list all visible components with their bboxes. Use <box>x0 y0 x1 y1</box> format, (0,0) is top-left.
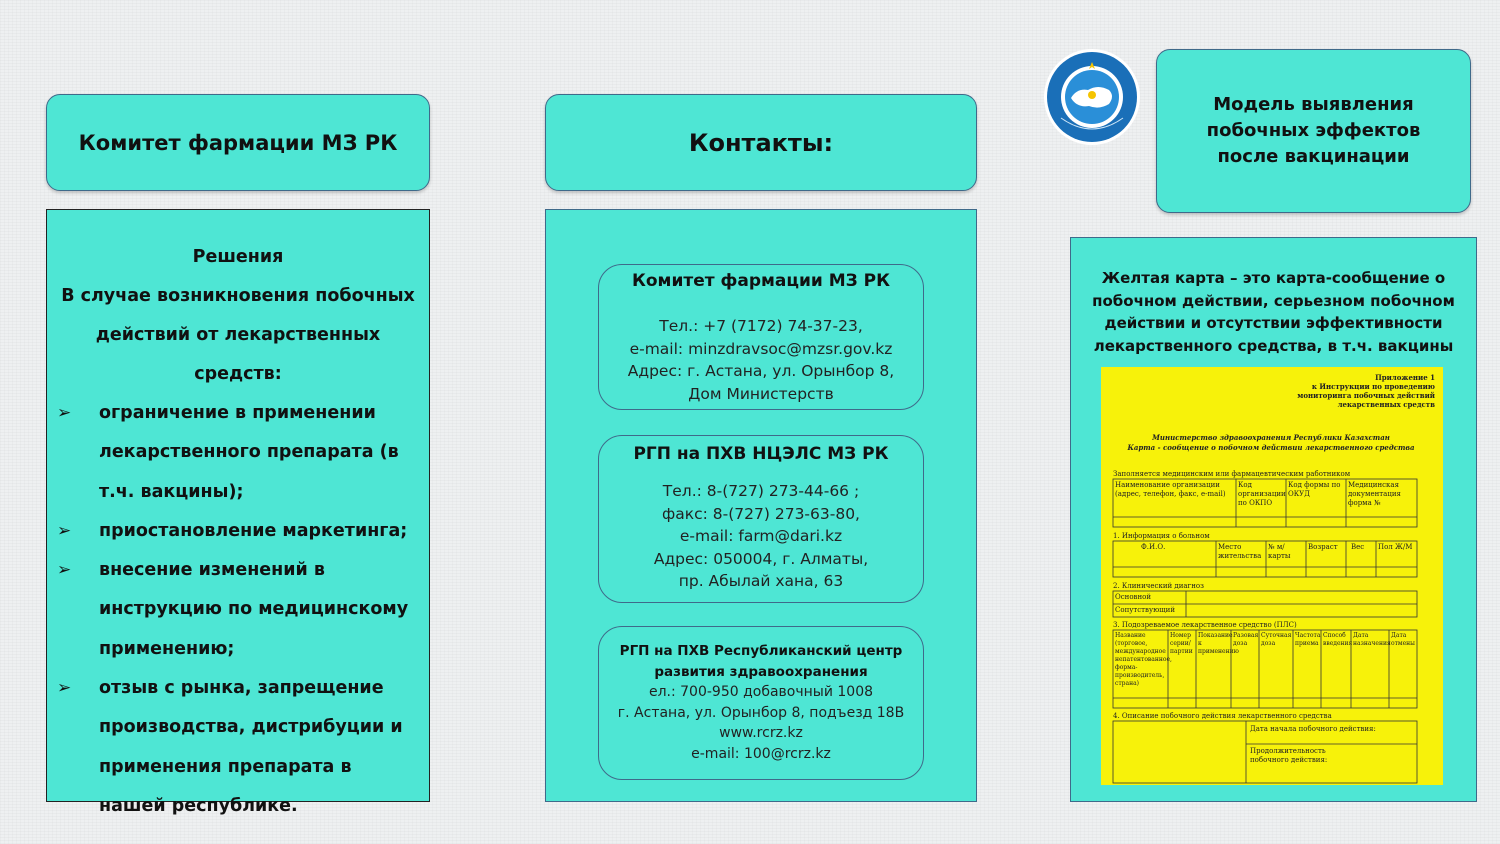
list-item: ➢ приостановление маркетинга; <box>47 512 429 551</box>
form-org-col: Наименование организации (адрес, телефон, факс, e-mail) <box>1115 481 1226 498</box>
yellow-card-description: Желтая карта – это карта-сообщение о побочном действии, серьезном побочном действии и отсутствии эффективности лекарственного средства, в т.ч. вакцины <box>1092 269 1455 355</box>
contact-address: Адрес: г. Астана, ул. Орынбор 8, <box>627 362 895 380</box>
form-card-title: Карта - сообщение о побочном действии лекарственного средства <box>1127 443 1415 452</box>
model-header <box>1156 49 1471 213</box>
list-item: ➢ внесение изменений в инструкцию по медицинскому применению; <box>47 551 429 669</box>
contact-email: e-mail: minzdravsoc@mzsr.gov.kz <box>629 339 893 358</box>
contact-title: РГП на ПХВ Республиканский центр развития здравоохранения <box>619 643 903 680</box>
form-patient-col: Пол Ж/М <box>1378 543 1413 551</box>
form-diagnosis-row: Основной <box>1115 593 1152 601</box>
contact-address-line2: пр. Абылай хана, 63 <box>678 572 844 590</box>
appendix-line: Приложение 1 <box>1375 373 1435 382</box>
contact-card-ncels <box>598 435 924 603</box>
contacts-header-title: Контакты: <box>688 128 834 157</box>
arrow-bullet-icon: ➢ <box>57 678 72 699</box>
contact-title: Комитет фармации МЗ РК <box>631 271 891 291</box>
committee-header-title: Комитет фармации МЗ РК <box>78 130 398 155</box>
form-drug-col: Способ введения <box>1323 632 1353 647</box>
form-ministry: Министерство здравоохранения Республики Казахстан <box>1152 433 1390 442</box>
contact-address: г. Астана, ул. Орынбор 8, подъезд 18В <box>617 704 905 721</box>
list-item: ➢ ограничение в применении лекарственного препарата (в т.ч. вакцины); <box>47 394 429 512</box>
contact-title: РГП на ПХВ НЦЭЛС МЗ РК <box>633 444 889 464</box>
form-drug-col: Название (торговое, международное непатентованное, форма-производитель, страна) <box>1115 632 1172 687</box>
contact-website: www.rcrz.kz <box>719 725 803 741</box>
form-patient-label: 1. Информация о больном <box>1113 532 1210 540</box>
form-drug-col: Суточная доза <box>1261 632 1292 647</box>
form-drug-col: Дата назначения <box>1353 632 1391 647</box>
form-org-col: Медицинская документация форма № <box>1348 481 1401 507</box>
decisions-intro: В случае возникновения побочных действий от лекарственных средств: <box>61 286 415 384</box>
decisions-panel <box>46 209 430 816</box>
decisions-title: Решения <box>192 247 284 267</box>
form-drug-col: Номер серии/партии <box>1170 632 1193 655</box>
form-grid <box>1101 367 1443 785</box>
contact-phone: Тел.: +7 (7172) 74-37-23, <box>659 317 863 335</box>
arrow-bullet-icon: ➢ <box>57 403 72 423</box>
contact-fax: факс: 8-(727) 273-63-80, <box>662 504 860 523</box>
contact-address-line2: Дом Министерств <box>688 384 834 403</box>
form-adverse-label: 4. Описание побочного действия лекарственного средства <box>1113 712 1332 720</box>
contacts-panel <box>545 209 977 802</box>
contact-phone: Тел.: 8-(727) 273-44-66 ; <box>662 482 860 500</box>
arrow-bullet-icon: ➢ <box>57 520 72 541</box>
committee-header <box>46 94 430 191</box>
agency-emblem-icon <box>1043 48 1141 146</box>
yellow-card-form <box>1101 367 1443 785</box>
form-patient-col: Место жительства <box>1218 543 1262 560</box>
form-patient-col: № м/карты <box>1268 543 1291 560</box>
arrow-bullet-icon: ➢ <box>57 560 72 581</box>
contacts-header <box>545 94 977 191</box>
form-patient-col: Возраст <box>1308 543 1338 551</box>
contact-phone: ел.: 700-950 добавочный 1008 <box>648 684 874 700</box>
form-patient-col: Вес <box>1351 543 1365 551</box>
form-adverse-field: Продолжительность побочного действия: <box>1250 747 1328 764</box>
form-drug-col: Показание к применению <box>1198 632 1239 655</box>
form-org-col: Код формы по ОКУД <box>1288 481 1341 498</box>
appendix-line: лекарственных средств <box>1337 400 1435 409</box>
form-filled-by: Заполняется медицинским или фармацевтическим работником <box>1113 470 1351 478</box>
form-drug-col: Дата отмены <box>1391 632 1415 647</box>
form-diagnosis-label: 2. Клинический диагноз <box>1113 582 1204 590</box>
appendix-line: к Инструкции по проведению <box>1311 382 1435 391</box>
form-drug-col: Частота приема <box>1295 632 1321 647</box>
contact-email: e-mail: 100@rcrz.kz <box>691 745 831 762</box>
contact-card-rcrz <box>598 626 924 780</box>
contact-address: Адрес: 050004, г. Алматы, <box>653 549 869 568</box>
list-item: ➢ отзыв с рынка, запрещение производства, дистрибуции и применения препарата в нашей республике. <box>47 669 429 826</box>
contact-email: e-mail: farm@dari.kz <box>679 527 843 545</box>
form-adverse-field: Дата начала побочного действия: <box>1250 725 1376 733</box>
form-drug-label: 3. Подозреваемое лекарственное средство (ПЛС) <box>1113 621 1297 629</box>
decisions-list <box>47 394 429 826</box>
contact-card-committee <box>598 264 924 410</box>
form-diagnosis-row: Сопутствующий <box>1115 606 1176 614</box>
appendix-line: мониторинга побочных действий <box>1297 391 1435 400</box>
yellow-card-panel <box>1070 237 1477 802</box>
form-patient-col: Ф.И.О. <box>1141 543 1166 551</box>
model-header-title: Модель выявления побочных эффектов после вакцинации <box>1206 94 1421 167</box>
form-drug-col: Разовая доза <box>1233 632 1259 647</box>
form-org-col: Код организации по ОКПО <box>1238 481 1286 507</box>
